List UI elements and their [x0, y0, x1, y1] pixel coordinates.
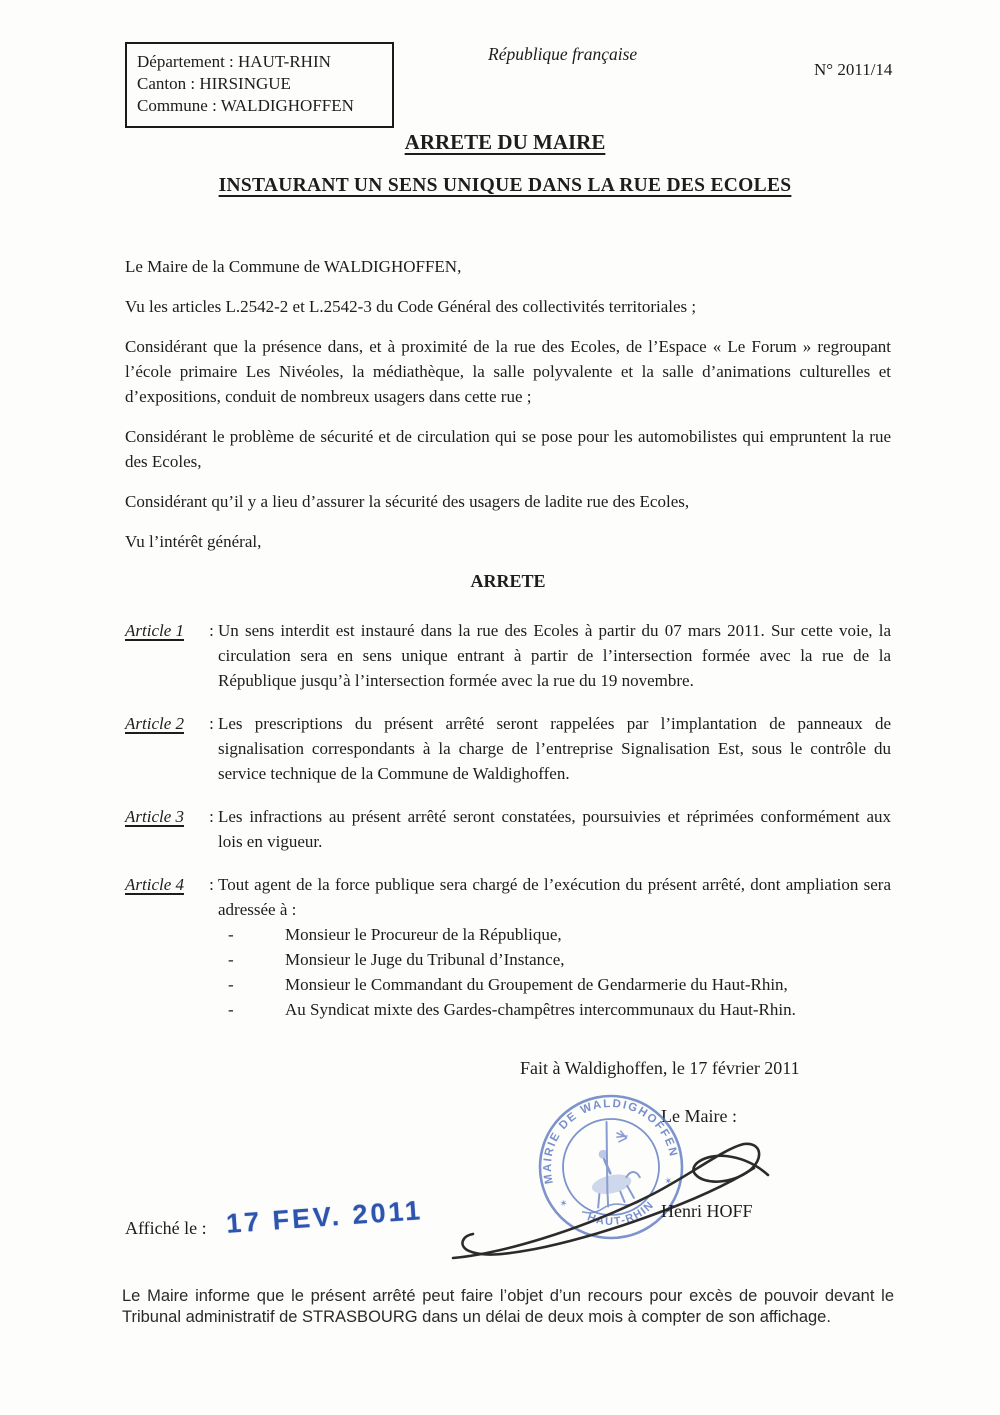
stamp-star-right: ✶ [663, 1175, 674, 1189]
recipient-bullet: - [228, 975, 234, 994]
document-subtitle-text: INSTAURANT UN SENS UNIQUE DANS LA RUE DES ECOLES [218, 175, 792, 196]
recital-paragraph: Considérant que la présence dans, et à proximité de la rue des Ecoles, de l’Espace « Le Forum » regroupant l’école primaire Les Nivéoles, la médiathèque, la salle polyvalente et la salle d’animations culturelles et d’expositions, conduit de nombreux usagers dans cette rue ; [125, 337, 891, 406]
stamp-arc-top-text: MAIRIE DE WALDIGHOFFEN [541, 1097, 680, 1185]
recital-paragraph: Considérant le problème de sécurité et de circulation qui se pose pour les automobilistes qui empruntent la rue des Ecoles, [125, 427, 891, 471]
recipient-item [228, 947, 891, 972]
article-3-colon: : [209, 807, 214, 826]
article-4 [125, 872, 891, 922]
arrete-heading: ARRETE [470, 571, 546, 591]
recipient-bullet: - [228, 1000, 234, 1019]
stamp-arc-bottom-text: HAUT-RHIN [585, 1198, 657, 1228]
article-2-colon: : [209, 714, 214, 733]
recipient-text: Monsieur le Juge du Tribunal d’Instance, [285, 950, 565, 969]
recital-paragraph: Vu les articles L.2542-2 et L.2542-3 du Code Général des collectivités territoriales ; [125, 297, 697, 316]
mayor-signature [438, 1120, 778, 1270]
recipient-item [228, 997, 891, 1022]
appeal-notice: Le Maire informe que le présent arrêté peut faire l’objet d’un recours pour excès de pouvoir devant le Tribunal administratif de STRASBOURG dans un délai de deux mois à compter de son affichage. [122, 1287, 894, 1326]
document-body [125, 254, 891, 1022]
recipient-item [228, 972, 891, 997]
stamp-star-left: ✶ [558, 1197, 570, 1211]
article-4-colon: : [209, 875, 214, 894]
recipient-bullet: - [228, 950, 234, 969]
article-2 [125, 711, 891, 786]
signatory-title: Le Maire : [661, 1106, 737, 1126]
recital-paragraph: Le Maire de la Commune de WALDIGHOFFEN, [125, 257, 462, 276]
posting-date-label: Affiché le : [125, 1218, 207, 1238]
commune-line: Commune : WALDIGHOFFEN [137, 96, 354, 115]
closing-block [0, 1040, 1000, 1280]
article-1-label: Article 1 [125, 621, 185, 640]
article-1-colon: : [209, 621, 214, 640]
article-3-text: Les infractions au présent arrêté seront constatées, poursuivies et réprimées conformément aux lois en vigueur. [218, 807, 891, 851]
article-1-text: Un sens interdit est instauré dans la rue des Ecoles à partir du 07 mars 2011. Sur cette voie, la circulation sera en sens unique entrant à partir de l’intersection formée avec la rue de la République jusqu’à l’intersection formée avec la rue du 19 novembre. [218, 621, 891, 690]
departement-line: Département : HAUT-RHIN [137, 52, 331, 71]
recital-paragraph: Considérant qu’il y a lieu d’assurer la sécurité des usagers de ladite rue des Ecoles, [125, 492, 690, 511]
commune-info-box [125, 42, 394, 128]
posting-date-stamp: 17 FEV. 2011 [225, 1195, 424, 1239]
recipient-item [228, 922, 891, 947]
place-date-line: Fait à Waldighoffen, le 17 février 2011 [520, 1058, 800, 1078]
article-2-text: Les prescriptions du présent arrêté seront rappelées par l’implantation de panneaux de signalisation correspondants à la charge de l’entreprise Signalisation Est, sous le contrôle du service technique de la Commune de Waldighoffen. [218, 714, 891, 783]
article-1 [125, 618, 891, 693]
recipient-text: Monsieur le Commandant du Groupement de Gendarmerie du Haut-Rhin, [285, 975, 788, 994]
recipient-text: Au Syndicat mixte des Gardes-champêtres intercommunaux du Haut-Rhin. [285, 1000, 796, 1019]
article-4-text: Tout agent de la force publique sera chargé de l’exécution du présent arrêté, dont ampliation sera adressée à : [218, 875, 891, 919]
recital-paragraph: Vu l’intérêt général, [125, 532, 262, 551]
signatory-name: Henri HOFF [661, 1201, 753, 1221]
article-3 [125, 804, 891, 854]
document-title [0, 130, 1000, 155]
article-3-label: Article 3 [125, 807, 185, 826]
republique-francaise-label: République française [488, 44, 638, 64]
document-title-text: ARRETE DU MAIRE [404, 130, 606, 154]
article-4-recipients [228, 922, 891, 1022]
recipient-bullet: - [228, 925, 234, 944]
article-2-label: Article 2 [125, 714, 185, 733]
article-4-label: Article 4 [125, 875, 185, 894]
document-subtitle [0, 175, 1000, 197]
document-number: N° 2011/14 [814, 60, 893, 79]
canton-line: Canton : HIRSINGUE [137, 74, 291, 93]
recipient-text: Monsieur le Procureur de la République, [285, 925, 562, 944]
